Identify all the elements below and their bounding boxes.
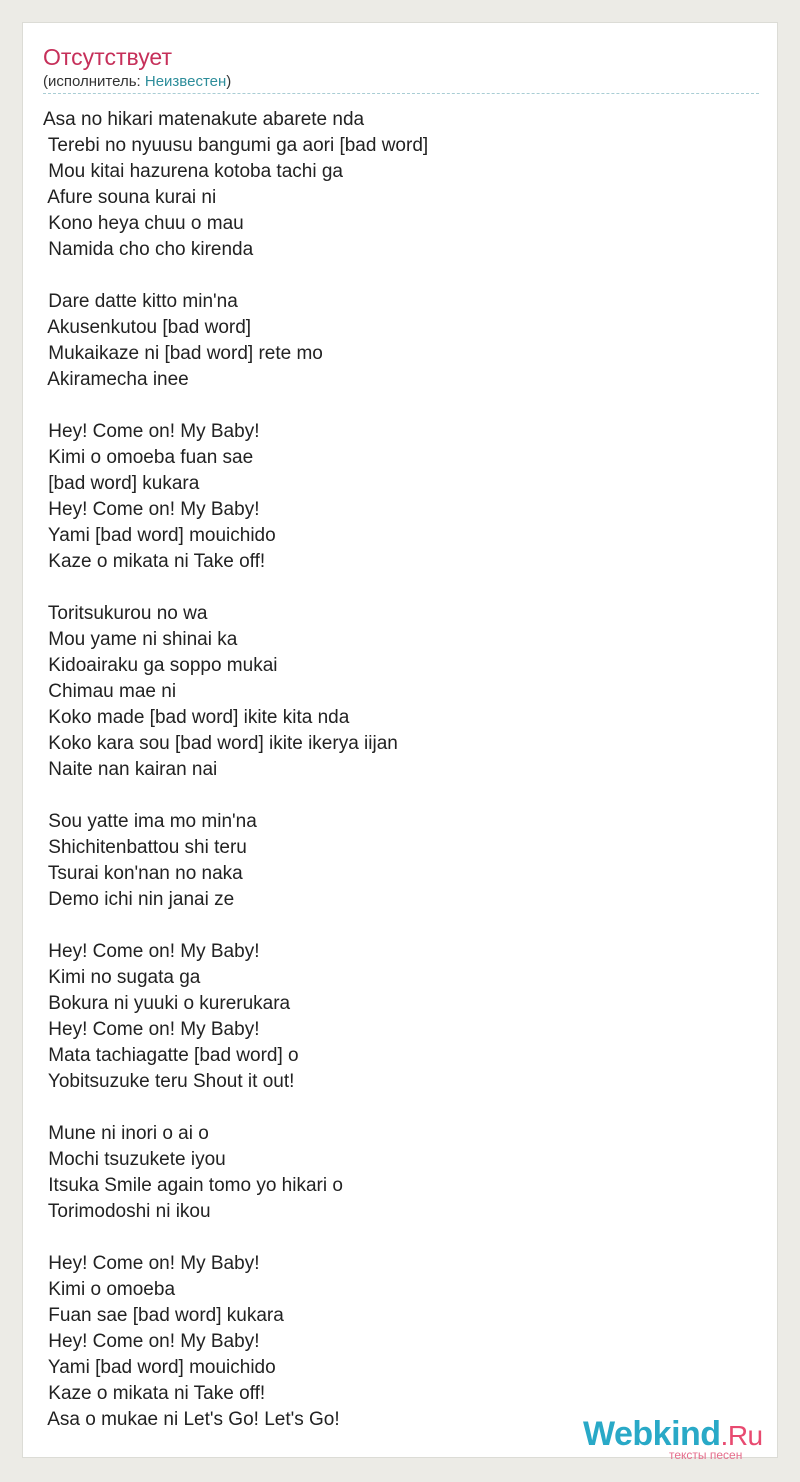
logo-tagline: тексты песен (669, 1448, 743, 1462)
song-title: Отсутствует (43, 44, 172, 70)
artist-prefix: (исполнитель: (43, 73, 145, 90)
artist-link[interactable]: Неизвестен (144, 73, 227, 90)
lyrics-card (22, 22, 778, 1462)
artist-line (43, 73, 231, 91)
header-divider (43, 93, 759, 94)
lyrics-text: Asa no hikari matenakute abarete nda Terebi no nyuusu bangumi ga aori [bad word] Mou kitai hazurena kotoba tachi ga Afure souna kurai ni Kono heya chuu o mau Namida cho cho kirenda Dare datte kitto min'na Akusenkutou [bad word] Mukaikaze ni [bad word] rete mo Akiramecha inee Hey! Come on! My Baby! Kimi o omoeba fuan sae [bad word] kukara Hey! Come on! My Baby! Yami [bad word] mouichido Kaze o mikata ni Take off! Toritsukurou no wa Mou yame ni shinai ka Kidoairaku ga soppo mukai Chimau mae ni Koko made [bad word] ikite kita nda Koko kara sou [bad word] ikite ikerya iijan Naite nan kairan nai Sou yatte ima mo min'na Shichitenbattou shi teru Tsurai kon'nan no naka Demo ichi nin janai ze Hey! Come on! My Baby! Kimi no sugata ga Bokura ni yuuki o kurerukara Hey! Come on! My Baby! Mata tachiagatte [bad word] o Yobitsuzuke teru Shout it out! Mune ni inori o ai o Mochi tsuzukete iyou Itsuka Smile again tomo yo hikari o Torimodoshi ni ikou Hey! Come on! My Baby! Kimi o omoeba Fuan sae [bad word] kukara Hey! Come on! My Baby! Yami [bad word] mouichido Kaze o mikata ni Take off! Asa o mukae ni Let's Go! Let's Go! (43, 109, 429, 1430)
logo-main-text: Webkind (583, 1415, 721, 1453)
artist-suffix: ) (226, 73, 232, 90)
site-logo[interactable] (583, 1415, 783, 1462)
logo-domain-text: .Ru (720, 1420, 763, 1451)
